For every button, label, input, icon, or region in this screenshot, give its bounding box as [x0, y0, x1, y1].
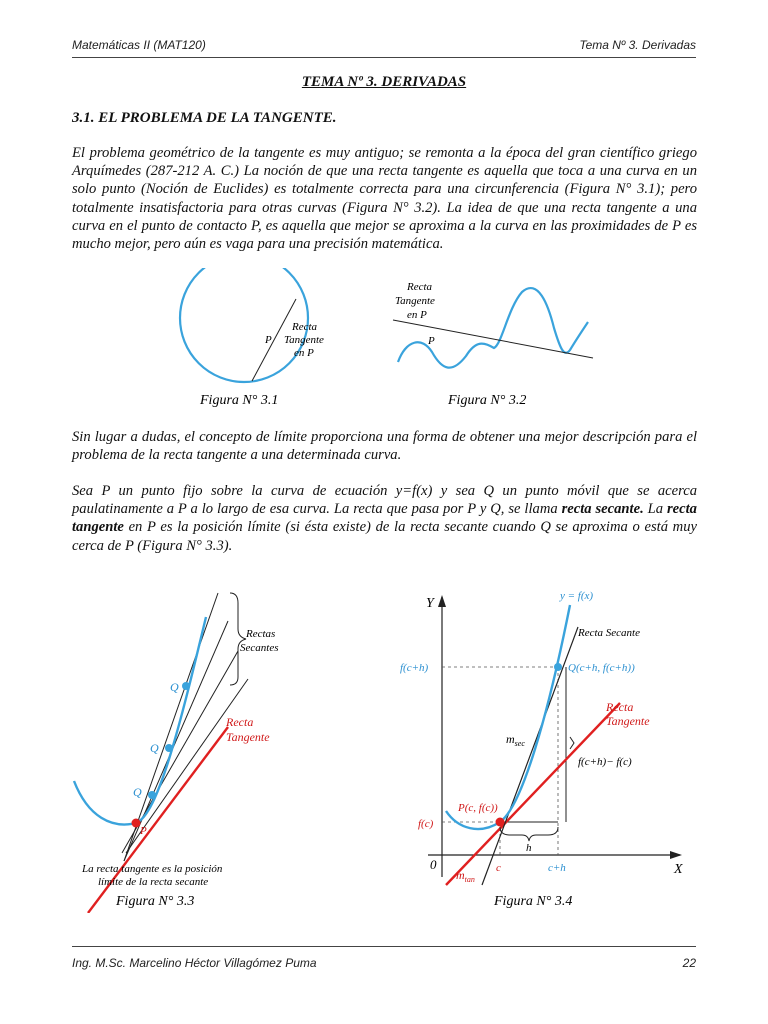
tangent-label-3: en P	[407, 309, 427, 321]
secants-brace	[230, 593, 246, 685]
paragraph-limit: Sin lugar a dudas, el concepto de límite proporciona una forma de obtener una mejor descripción para el problema de la recta tangente a una determinada curva.	[72, 429, 697, 464]
header-rule	[72, 57, 696, 58]
term-recta-secante: recta secante.	[561, 501, 644, 518]
figure-3-3-caption: Figura N° 3.3	[116, 894, 195, 909]
paragraph-intro: El problema geométrico de la tangente es muy antiguo; se remonta a la época del gran científico griego Arquímedes (287-212 A. C.) La noción de que una recta tangente es aquella que toca a una curva en un solo punto (Noción de Euclides) es totalmente correcta para una circunferencia (Figura N° 3.1); pero totalmente insatisfactoria para otras curvas (Figura N° 3.2). La idea de que una recta tangente a una curva en el punto de contacto P, es aquella que mejor se aproxima a la curva en las proximidades de P es mucho mejor, pero aún es vaga para una precisión matemática.	[72, 145, 697, 253]
tangent-label-2: Tangente	[606, 714, 650, 728]
diff-brace	[570, 737, 574, 749]
p-label: P	[140, 825, 147, 837]
tangent-line	[446, 703, 620, 885]
point-p-label: P	[428, 335, 435, 347]
figure-3-4	[398, 585, 698, 913]
point-p-label: P	[265, 334, 272, 346]
m-tan-label: $m_{tan}$	[456, 868, 475, 884]
figure-3-3	[60, 585, 300, 913]
point-q2	[165, 744, 173, 752]
figure-3-4-caption: Figura N° 3.4	[494, 894, 573, 909]
x-axis-label: X	[674, 862, 683, 877]
diff-label: f(c+h)− f(c)	[578, 756, 632, 768]
tangent-label-2: Tangente	[395, 295, 435, 307]
tangent-label-2: Tangente	[284, 334, 324, 346]
point-q	[554, 663, 562, 671]
secants-label-1: Rectas	[246, 628, 276, 640]
secant-label: Recta Secante	[578, 627, 640, 639]
fc-label: f(c)	[418, 818, 434, 830]
point-q1	[182, 682, 190, 690]
tangent-label-2: Tangente	[226, 730, 270, 744]
fch-label: f(c+h)	[400, 662, 429, 674]
page-footer	[72, 954, 696, 974]
page-header	[72, 34, 696, 54]
tangent-label-1: Recta	[407, 281, 433, 293]
h-brace	[500, 827, 558, 841]
header-topic: Tema Nº 3. Derivadas	[579, 38, 696, 52]
term-recta-tangente: recta tangente	[72, 501, 697, 536]
secants-label-2: Secantes	[240, 642, 279, 654]
curve	[446, 605, 570, 829]
note-line-1: La recta tangente es la posición	[82, 863, 223, 875]
figure-3-2-caption: Figura N° 3.2	[448, 393, 527, 408]
figure-3-1-caption: Figura N° 3.1	[200, 393, 279, 408]
note-line-2: límite de la recta secante	[98, 876, 209, 888]
header-course: Matemáticas II (MAT120)	[72, 38, 206, 52]
p-point-label: P(c, f(c))	[458, 802, 498, 814]
m-sec-label: $m_{sec}$	[506, 732, 525, 748]
footer-author: Ing. M.Sc. Marcelino Héctor Villagómez Puma	[72, 956, 317, 970]
q-label-2: Q	[150, 741, 159, 755]
h-label: h	[526, 842, 532, 854]
text-run: La	[643, 501, 667, 518]
circle-curve	[180, 268, 308, 382]
q-point-label: Q(c+h, f(c+h))	[568, 662, 635, 674]
tangent-label-1: Recta	[226, 715, 254, 729]
page-number: 22	[682, 956, 696, 970]
q-label-3: Q	[133, 785, 142, 799]
page-title: TEMA Nº 3. DERIVADAS	[301, 74, 467, 90]
point-q3	[148, 791, 156, 799]
x-axis-arrow	[670, 851, 682, 859]
point-p	[496, 818, 505, 827]
text-run: en P es la posición límite (si ésta existe) de la recta secante cuando Q se aproxima o está muy cerca de P (Figura N° 3.3).	[72, 519, 697, 554]
origin-label: 0	[430, 857, 437, 872]
figure-3-1	[168, 268, 358, 410]
q-label-1: Q	[170, 680, 179, 694]
curve-label: y = f(x)	[560, 590, 594, 602]
footer-rule	[72, 946, 696, 947]
ch-label: c+h	[548, 862, 566, 874]
section-heading: 3.1. EL PROBLEMA DE LA TANGENTE.	[72, 110, 337, 126]
figure-3-2	[388, 278, 603, 410]
y-axis-arrow	[438, 595, 446, 607]
paragraph-secant	[72, 482, 697, 555]
tangent-line	[393, 320, 593, 358]
c-label: c	[496, 862, 501, 874]
tangent-label-3: en P	[294, 347, 314, 359]
y-axis-label: Y	[426, 596, 434, 611]
text-run: Sea P un punto fijo sobre la curva de ecuación y=f(x) y sea Q un punto móvil que se acerca paulatinamente a P a lo largo de esa curva. La recta que pasa por P y Q, se llama	[72, 483, 697, 518]
tangent-label-1: Recta	[606, 700, 634, 714]
tangent-label-1: Recta	[292, 321, 318, 333]
